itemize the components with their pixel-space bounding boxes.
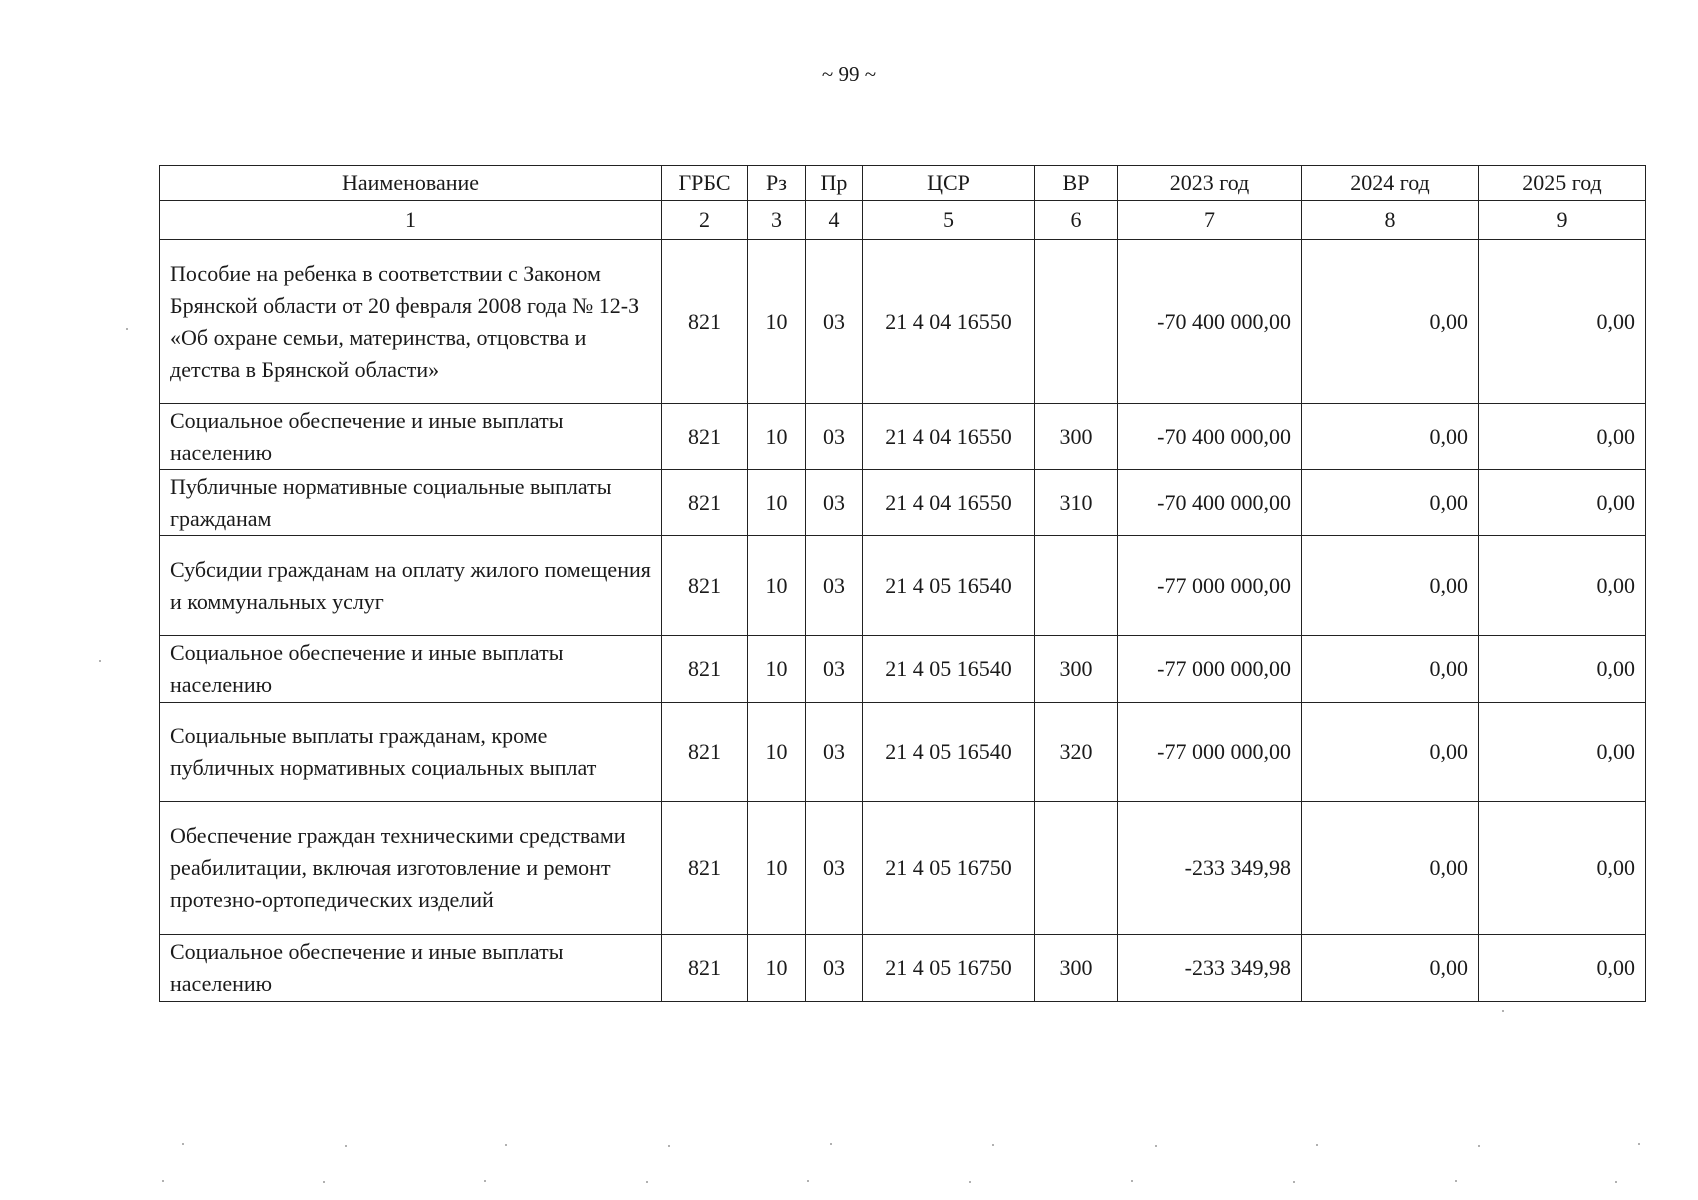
row-vr [1035, 536, 1118, 636]
row-2025: 0,00 [1479, 802, 1646, 935]
row-2025: 0,00 [1479, 703, 1646, 802]
row-name: Социальное обеспечение и иные выплаты населению [160, 636, 662, 703]
row-2025: 0,00 [1479, 470, 1646, 536]
table-row [160, 935, 1646, 1002]
scan-speck [1615, 1181, 1617, 1183]
row-2023: -77 000 000,00 [1118, 636, 1302, 703]
row-pr: 03 [806, 636, 863, 703]
row-vr: 300 [1035, 636, 1118, 703]
row-2024: 0,00 [1302, 404, 1479, 470]
row-vr [1035, 802, 1118, 935]
budget-table [159, 165, 1646, 1002]
row-2023: -233 349,98 [1118, 802, 1302, 935]
row-pr: 03 [806, 536, 863, 636]
row-2023: -77 000 000,00 [1118, 703, 1302, 802]
scan-speck [830, 1143, 832, 1145]
header-2023: 2023 год [1118, 166, 1302, 201]
scan-speck [1478, 1145, 1480, 1147]
row-2024: 0,00 [1302, 703, 1479, 802]
row-csr: 21 4 04 16550 [863, 404, 1035, 470]
header-row [160, 166, 1646, 201]
scan-speck [1502, 1010, 1504, 1012]
row-csr: 21 4 04 16550 [863, 240, 1035, 404]
row-pr: 03 [806, 470, 863, 536]
header-vr: ВР [1035, 166, 1118, 201]
row-pr: 03 [806, 404, 863, 470]
row-2024: 0,00 [1302, 802, 1479, 935]
row-2023: -70 400 000,00 [1118, 240, 1302, 404]
row-rz: 10 [748, 935, 806, 1002]
header-2024: 2024 год [1302, 166, 1479, 201]
row-rz: 10 [748, 470, 806, 536]
row-grbs: 821 [662, 703, 748, 802]
row-rz: 10 [748, 703, 806, 802]
scan-speck [1455, 1180, 1457, 1182]
row-pr: 03 [806, 240, 863, 404]
table-row [160, 240, 1646, 404]
table-row [160, 703, 1646, 802]
header-rz: Рз [748, 166, 806, 201]
row-pr: 03 [806, 935, 863, 1002]
row-rz: 10 [748, 536, 806, 636]
scan-speck [162, 1180, 164, 1182]
row-name: Социальное обеспечение и иные выплаты населению [160, 404, 662, 470]
column-number: 4 [806, 201, 863, 240]
row-2025: 0,00 [1479, 240, 1646, 404]
scan-speck [1638, 1143, 1640, 1145]
scan-speck [1316, 1144, 1318, 1146]
scan-speck [126, 328, 128, 330]
row-csr: 21 4 05 16750 [863, 935, 1035, 1002]
row-2024: 0,00 [1302, 470, 1479, 536]
header-2025: 2025 год [1479, 166, 1646, 201]
row-2024: 0,00 [1302, 240, 1479, 404]
row-name: Публичные нормативные социальные выплаты гражданам [160, 470, 662, 536]
scan-speck [484, 1180, 486, 1182]
table-row [160, 636, 1646, 703]
table-row [160, 536, 1646, 636]
row-2023: -77 000 000,00 [1118, 536, 1302, 636]
row-name: Пособие на ребенка в соответствии с Законом Брянской области от 20 февраля 2008 года № 12-З «Об охране семьи, материнства, отцовства и детства в Брянской области» [160, 240, 662, 404]
row-rz: 10 [748, 240, 806, 404]
row-2024: 0,00 [1302, 536, 1479, 636]
row-grbs: 821 [662, 240, 748, 404]
row-2023: -233 349,98 [1118, 935, 1302, 1002]
row-2025: 0,00 [1479, 404, 1646, 470]
row-name: Социальные выплаты гражданам, кроме публичных нормативных социальных выплат [160, 703, 662, 802]
scan-speck [505, 1144, 507, 1146]
scan-speck [969, 1181, 971, 1183]
column-number-row [160, 201, 1646, 240]
scan-speck [1155, 1145, 1157, 1147]
row-csr: 21 4 05 16750 [863, 802, 1035, 935]
row-2025: 0,00 [1479, 536, 1646, 636]
row-grbs: 821 [662, 536, 748, 636]
scan-speck [323, 1181, 325, 1183]
column-number: 6 [1035, 201, 1118, 240]
header-grbs: ГРБС [662, 166, 748, 201]
row-csr: 21 4 05 16540 [863, 536, 1035, 636]
column-number: 2 [662, 201, 748, 240]
scan-speck [99, 660, 101, 662]
row-vr: 310 [1035, 470, 1118, 536]
column-number: 5 [863, 201, 1035, 240]
table-row [160, 470, 1646, 536]
scan-speck [345, 1145, 347, 1147]
scan-speck [992, 1144, 994, 1146]
column-number: 8 [1302, 201, 1479, 240]
row-csr: 21 4 04 16550 [863, 470, 1035, 536]
row-csr: 21 4 05 16540 [863, 636, 1035, 703]
row-grbs: 821 [662, 404, 748, 470]
row-grbs: 821 [662, 636, 748, 703]
row-rz: 10 [748, 802, 806, 935]
column-number: 9 [1479, 201, 1646, 240]
column-number: 3 [748, 201, 806, 240]
table-row [160, 404, 1646, 470]
page-number: ~ 99 ~ [821, 62, 877, 86]
row-vr: 300 [1035, 935, 1118, 1002]
row-pr: 03 [806, 703, 863, 802]
header-name: Наименование [160, 166, 662, 201]
row-2025: 0,00 [1479, 935, 1646, 1002]
scan-speck [807, 1180, 809, 1182]
row-rz: 10 [748, 636, 806, 703]
table-row [160, 802, 1646, 935]
column-number: 1 [160, 201, 662, 240]
row-grbs: 821 [662, 470, 748, 536]
scan-speck [182, 1143, 184, 1145]
row-grbs: 821 [662, 802, 748, 935]
row-vr: 300 [1035, 404, 1118, 470]
scan-speck [646, 1181, 648, 1183]
row-pr: 03 [806, 802, 863, 935]
row-name: Социальное обеспечение и иные выплаты населению [160, 935, 662, 1002]
scan-speck [1131, 1180, 1133, 1182]
row-vr [1035, 240, 1118, 404]
header-csr: ЦСР [863, 166, 1035, 201]
row-2023: -70 400 000,00 [1118, 470, 1302, 536]
column-number: 7 [1118, 201, 1302, 240]
scan-speck [668, 1145, 670, 1147]
row-2024: 0,00 [1302, 636, 1479, 703]
row-2023: -70 400 000,00 [1118, 404, 1302, 470]
row-rz: 10 [748, 404, 806, 470]
row-name: Субсидии гражданам на оплату жилого помещения и коммунальных услуг [160, 536, 662, 636]
row-grbs: 821 [662, 935, 748, 1002]
row-2025: 0,00 [1479, 636, 1646, 703]
row-vr: 320 [1035, 703, 1118, 802]
row-csr: 21 4 05 16540 [863, 703, 1035, 802]
row-name: Обеспечение граждан техническими средствами реабилитации, включая изготовление и ремонт протезно-ортопедических изделий [160, 802, 662, 935]
row-2024: 0,00 [1302, 935, 1479, 1002]
header-pr: Пр [806, 166, 863, 201]
scan-speck [1293, 1181, 1295, 1183]
